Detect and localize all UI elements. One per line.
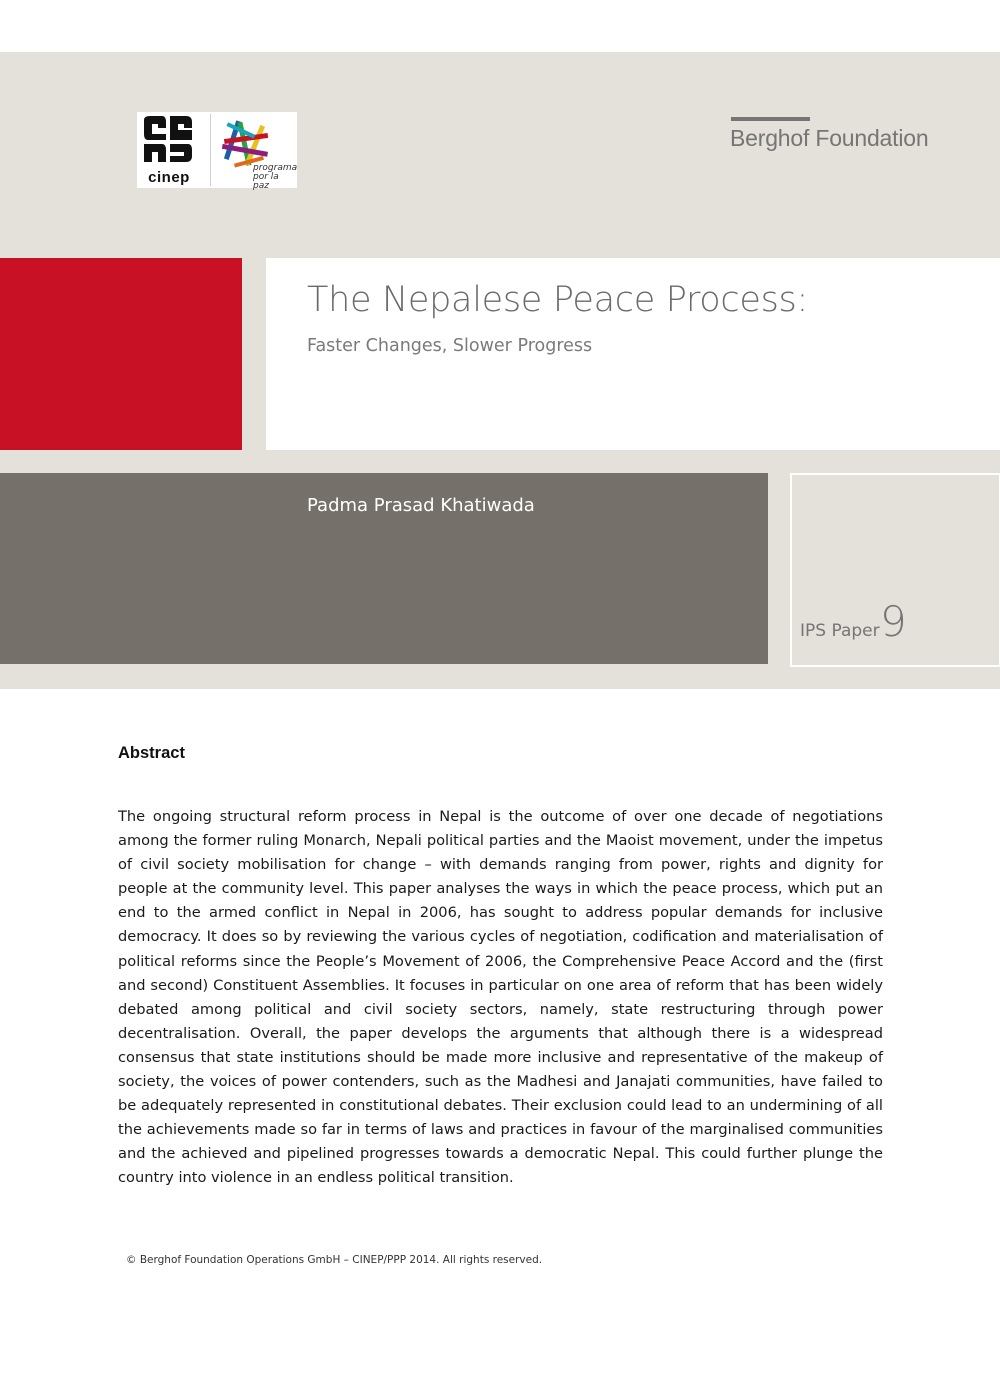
document-title: The Nepalese Peace Process:	[307, 280, 808, 320]
programa-por-la-paz-text: programa por la paz	[253, 163, 298, 191]
cinep-logo-text: cinep	[148, 169, 190, 186]
series-number: 9	[880, 597, 907, 646]
cinep-logo-icon	[140, 114, 194, 164]
author-band	[0, 473, 768, 664]
accent-block	[0, 258, 242, 450]
document-subtitle: Faster Changes, Slower Progress	[307, 336, 593, 356]
abstract-heading: Abstract	[118, 744, 185, 762]
publisher-logo-bar	[731, 117, 810, 121]
series-box	[790, 473, 1000, 667]
title-panel	[266, 258, 1000, 450]
copyright-notice: © Berghof Foundation Operations GmbH – CINEP/PPP 2014. All rights reserved.	[126, 1254, 543, 1266]
author-name: Padma Prasad Khatiwada	[307, 495, 535, 516]
series-label: IPS Paper	[800, 621, 880, 641]
publisher-name: Berghof Foundation	[730, 125, 929, 151]
abstract-body: The ongoing structural reform process in Nepal is the outcome of over one decade of negotiations among the former ruling Monarch, Nepali political parties and the Maoist movement, under the impetus of civil society mobilisation for change – with demands ranging from power, rights and dignity for people at the community level. This paper analyses the ways in which the peace process, which put an end to the armed conflict in Nepal in 2006, has sought to address popular demands for inclusive democracy. It does so by reviewing the various cycles of negotiation, codification and materialisation of political reforms since the People’s Movement of 2006, the Comprehensive Peace Accord and the (first and second) Constituent Assemblies. It focuses in particular on one area of reform that has been widely debated among political and civil society sectors, namely, state restructuring through power decentralisation. Overall, the paper develops the arguments that although there is a widespread consensus that state institutions should be made more inclusive and representative of the makeup of society, the voices of power contenders, such as the Madhesi and Janajati communities, have failed to be adequately represented in constitutional debates. Their exclusion could lead to an undermining of all the achievements made so far in terms of laws and practices in favour of the marginalised communities and the achieved and pipelined progresses towards a democratic Nepal. This could further plunge the country into violence in an endless political transition.	[118, 808, 883, 1187]
logo-divider	[210, 114, 211, 186]
partner-logos	[137, 112, 298, 191]
